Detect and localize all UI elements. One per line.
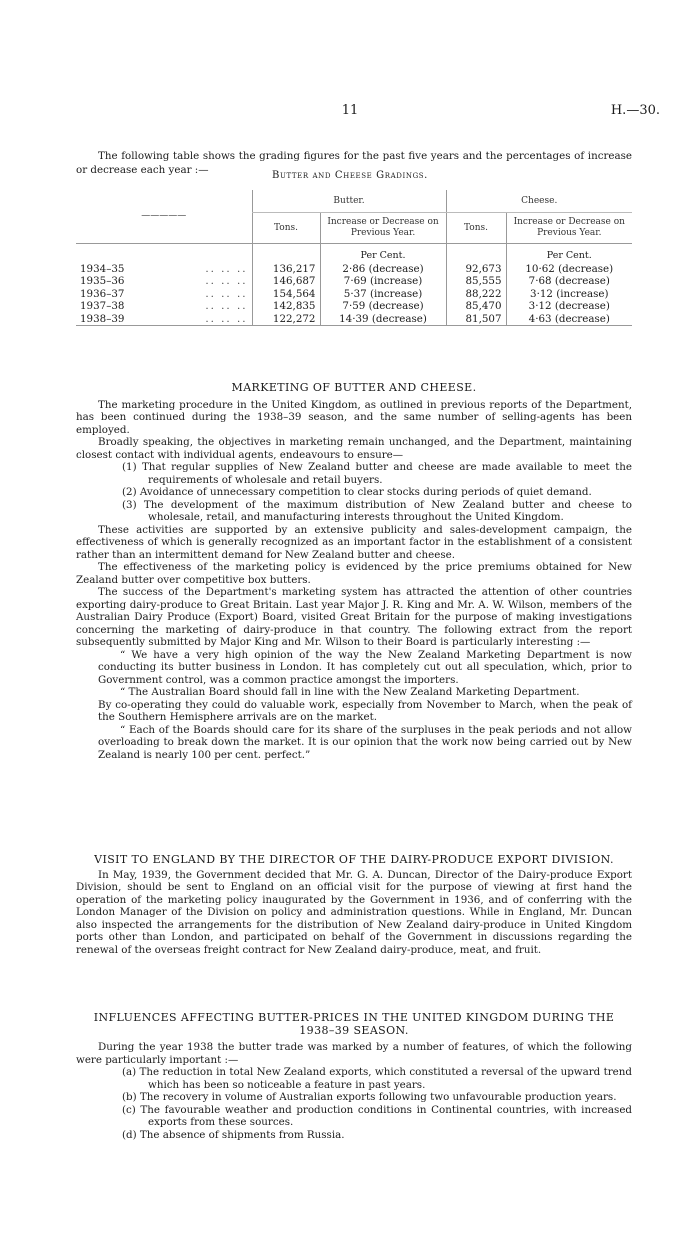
influences-heading-line-2: 1938–39 SEASON. <box>299 1023 409 1037</box>
table-caption: Butter and Cheese Gradings. <box>272 170 428 181</box>
row-cheese-change: 3·12 (decrease) <box>506 300 632 313</box>
marketing-paragraph-4: The effectiveness of the marketing policy is evidenced by the price premiums obtained for New Zealand butter over competitive box butters. <box>76 561 632 586</box>
row-butter-change: 5·37 (increase) <box>320 288 446 301</box>
cheese-change-header: Increase or Decrease on Previous Year. <box>506 213 632 244</box>
row-cheese-tons: 81,507 <box>446 313 506 326</box>
marketing-item-3: (3) The development of the maximum distribution of New Zealand butter and cheese to wholesale, retail, and manufacturing interests throughout the United Kingdom. <box>122 498 632 523</box>
cheese-group-header: Cheese. <box>446 190 632 213</box>
influences-item-d: (d) The absence of shipments from Russia. <box>122 1128 345 1141</box>
visit-heading: VISIT TO ENGLAND BY THE DIRECTOR OF THE DAIRY-PRODUCE EXPORT DIVISION. <box>94 853 614 866</box>
marketing-paragraph-1: The marketing procedure in the United Kingdom, as outlined in previous reports of the Department, has been continued during the 1938–39 season, and the same number of selling-agents has been employed. <box>76 398 632 436</box>
row-year: 1934–35 <box>80 262 125 275</box>
row-butter-tons: 122,272 <box>252 313 320 326</box>
row-cheese-tons: 85,470 <box>446 300 506 313</box>
marketing-paragraph-5: The success of the Department's marketing system has attracted the attention of other countries exporting dairy-produce to Great Britain. Last year Major J. R. King and Mr. A. W. Wilson, members of the Australian Dairy Produce (Export) Board, visited Great Britain for the purpose of making investigations concerning the marketing of dairy-produce in that country. The following extract from the report subsequently submitted by Major King and Mr. Wilson to their Board is particularly interesting :— <box>76 586 632 648</box>
intro-paragraph: The following table shows the grading figures for the past five years and the percentages of increase or decrease each year :— <box>76 150 632 176</box>
influences-heading-line-1: INFLUENCES AFFECTING BUTTER-PRICES IN THE UNITED KINGDOM DURING THE <box>93 1011 615 1024</box>
document-reference: H.—30. <box>610 103 660 118</box>
row-cheese-tons: 92,673 <box>446 263 506 276</box>
influences-section <box>76 1012 632 1141</box>
influences-paragraph: During the year 1938 the butter trade was marked by a number of features, of which the following were particularly important :— <box>76 1041 632 1066</box>
row-butter-change: 7·59 (decrease) <box>320 300 446 313</box>
table-row <box>76 313 632 326</box>
row-cheese-change: 3·12 (increase) <box>506 288 632 301</box>
row-leader-dots: .. .. .. <box>205 312 248 325</box>
cheese-unit-label: Per Cent. <box>506 244 632 263</box>
table-unit-row <box>76 244 632 263</box>
butter-unit-label: Per Cent. <box>320 244 446 263</box>
influences-item-c: (c) The favourable weather and production conditions in Continental countries, with increased exports from these sources. <box>122 1103 632 1128</box>
row-cheese-change: 10·62 (decrease) <box>506 263 632 276</box>
marketing-heading: MARKETING OF BUTTER AND CHEESE. <box>231 381 477 394</box>
row-year-cell <box>76 288 252 301</box>
row-leader-dots: .. .. .. <box>205 287 248 300</box>
marketing-section <box>76 382 632 761</box>
table-row <box>76 288 632 301</box>
row-butter-change: 2·86 (decrease) <box>320 263 446 276</box>
table-row <box>76 300 632 313</box>
butter-change-header: Increase or Decrease on Previous Year. <box>320 213 446 244</box>
quote-paragraph-1: “ We have a very high opinion of the way the New Zealand Marketing Department is now conducting its butter business in London. It has completely cut out all speculation, which, prior to Government control, was a common practice amongst the importers. <box>98 648 632 686</box>
marketing-item-1: (1) That regular supplies of New Zealand butter and cheese are made available to meet the requirements of wholesale and retail buyers. <box>122 461 632 486</box>
marketing-paragraph-3: These activities are supported by an extensive publicity and sales-development campaign, the effectiveness of which is generally recognized as an important factor in the establishment of a consistent rather than an intermittent demand for New Zealand butter and cheese. <box>76 523 632 561</box>
row-year: 1938–39 <box>80 312 125 325</box>
marketing-paragraph-2: Broadly speaking, the objectives in marketing remain unchanged, and the Department, maintaining closest contact with individual agents, endeavours to ensure— <box>76 436 632 461</box>
row-leader-dots: .. .. .. <box>205 275 248 287</box>
table-row <box>76 275 632 288</box>
row-butter-tons: 142,835 <box>252 300 320 313</box>
row-year-cell <box>76 263 252 276</box>
row-year: 1937–38 <box>80 300 125 312</box>
row-year-cell <box>76 300 252 313</box>
table-corner: ————— <box>76 190 252 244</box>
row-butter-change: 7·69 (increase) <box>320 275 446 288</box>
row-leader-dots: .. .. .. <box>205 300 248 312</box>
row-leader-dots: .. .. .. <box>205 262 248 275</box>
table-row <box>76 263 632 276</box>
influences-item-b: (b) The recovery in volume of Australian exports following two unfavourable production years. <box>122 1091 617 1103</box>
gradings-table <box>76 190 632 326</box>
row-year: 1935–36 <box>80 275 125 287</box>
page-number: 11 <box>341 103 359 118</box>
row-cheese-change: 4·63 (decrease) <box>506 313 632 326</box>
row-cheese-tons: 85,555 <box>446 275 506 288</box>
row-year-cell <box>76 275 252 288</box>
quote-paragraph-2-continued: By co-operating they could do valuable work, especially from November to March, when the peak of the Southern Hemisphere arrivals are on the market. <box>98 698 632 723</box>
quote-paragraph-2: “ The Australian Board should fall in line with the New Zealand Marketing Department. <box>120 686 580 698</box>
row-year: 1936–37 <box>80 287 125 300</box>
visit-paragraph: In May, 1939, the Government decided that Mr. G. A. Duncan, Director of the Dairy-produce Export Division, should be sent to England on an official visit for the purpose of viewing at first hand the operation of the marketing policy inaugurated by the Government in 1936, and of conferring with the London Manager of the Division on policy and administration questions. While in England, Mr. Duncan also inspected the arrangements for the distribution of New Zealand dairy-produce in United Kingdom ports other than London, and participated on behalf of the Government in discussions regarding the renewal of the overseas freight contract for New Zealand dairy-produce, meat, and fruit. <box>76 868 632 956</box>
row-butter-tons: 154,564 <box>252 288 320 301</box>
table-group-header-row <box>76 190 632 213</box>
butter-tons-header: Tons. <box>252 213 320 244</box>
table-body <box>76 263 632 326</box>
row-year-cell <box>76 313 252 326</box>
row-butter-tons: 136,217 <box>252 263 320 276</box>
cheese-tons-header: Tons. <box>446 213 506 244</box>
visit-section <box>76 854 632 956</box>
row-cheese-change: 7·68 (decrease) <box>506 275 632 288</box>
row-cheese-tons: 88,222 <box>446 288 506 301</box>
row-butter-tons: 146,687 <box>252 275 320 288</box>
influences-item-a: (a) The reduction in total New Zealand exports, which constituted a reversal of the upward trend which has been so noticeable a feature in past years. <box>122 1066 632 1091</box>
quote-paragraph-3: “ Each of the Boards should care for its share of the surpluses in the peak periods and not allow overloading to break down the market. It is our opinion that the work now being carried out by New Zealand is nearly 100 per cent. perfect.” <box>98 723 632 761</box>
marketing-item-2: (2) Avoidance of unnecessary competition to clear stocks during periods of quiet demand. <box>122 486 592 498</box>
row-butter-change: 14·39 (decrease) <box>320 313 446 326</box>
butter-group-header: Butter. <box>252 190 446 213</box>
